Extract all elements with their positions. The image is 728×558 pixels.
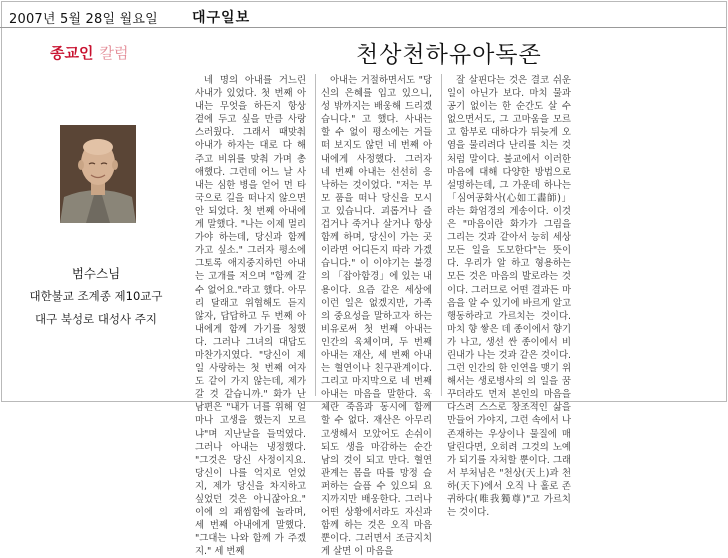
author-temple: 대구 북성로 대성사 주지 (34, 312, 158, 326)
article-column-3 (447, 74, 571, 519)
author-affiliation: 대한불교 조계종 제10교구 (29, 289, 163, 303)
article-column-1 (195, 74, 306, 558)
column-title (50, 42, 128, 63)
author-name: 범수스님 (71, 266, 121, 281)
author-photo (60, 125, 136, 223)
article-text-1: 네 명의 아내를 거느린 사내가 있었다. 첫 번째 아내는 무엇을 하든지 항상 곁에 두고 싶을 만큼 사랑스러웠다. 그래서 때맞춰 아내가 하자는 대로 다 해 주고 비위를 맞춰 가며 총애했다. 그런데 어느 날 사내는 심한 병을 얻어 먼 타국으로 길을 떠나지 않으면 안 되었다. 첫 번째 아내에게 말했다. "나는 이제 멀리 가야 하는데, 당신과 함께 가고 싶소." 그러자 평소에 그토록 애지중지하던 아내는 고개를 저으며 "함께 갈 수 없어요."라고 했다. 아무리 달래고 위협해도 듣지 않자, 답답하고 두 번째 아내에게 함께 가기를 청했다. 그러나 그녀의 대답도 마찬가지였다. "당신이 제일 사랑하는 첫 번째 여자도 같이 가지 않는데, 제가 갈 것 같습니까." 화가 난 남편은 "내가 너를 위해 얼마나 고생을 했는지 모르냐"며 지난날을 들먹였다. 그러나 아내는 냉정했다. "그것은 당신 사정이지요. 당신이 나를 억지로 얻었지, 제가 당신을 차지하고 싶었던 것은 아니잖아요." 이에 의 괘씸함에 놀라며, 세 번째 아내에게 말했다. "그대는 나와 함께 가 주겠지." 세 번째 (195, 75, 306, 558)
publication-date: 2007년 5월 28일 월요일 (9, 12, 158, 27)
header-divider (0, 27, 726, 28)
column-divider (441, 74, 442, 396)
column-title-red: 종교인 (50, 44, 94, 62)
monk-portrait-icon (60, 125, 136, 223)
newspaper-name: 대구일보 (192, 10, 251, 26)
article-headline: 천상천하유아독존 (356, 42, 542, 68)
column-title-pink: 칼럼 (99, 44, 129, 62)
column-divider (315, 74, 316, 396)
article-text-2: 아내는 거절하면서도 "당신의 은혜를 입고 있으니, 성 밖까지는 배웅해 드리겠습니다." 고 했다. 사내는 할 수 없이 평소에는 거들떠 보지도 않던 네 번째 아내에게 사정했다. 그러자 네 번째 아내는 선선히 응낙하는 것이었다. "저는 부모 품을 떠나 당신을 모시고 있습니다. 괴롭거나 즐겁거나 죽거나 살거나 항상 함께 하며, 당신이 가는 곳이라면 어디든지 따라 가겠습니다." 이 이야기는 불경의 「잡아함경」에 있는 내용이다. 요즘 같은 세상에 이런 일은 없겠지만, 가족의 중요성을 말하고자 하는 비유로써 첫 번째 아내는 인간의 육체이며, 두 번째 아내는 재산, 세 번째 아내는 혈연이나 친구관계이다. 그리고 마지막으로 네 번째 아내는 마음을 말한다. 육체란 죽음과 동시에 함께 할 수 없다. 재산은 아무리 고생해서 모았어도 손쉬이 되도 생을 마감하는 순간 남의 것이 되고 만다. 혈연관계는 몸을 따를 망정 슬퍼하는 슬픔 수 있으되 요지까지만 배웅한다. 그러나 어떤 상황에서라도 자신과 함께 하는 것은 오직 마음뿐이다. 그러면서 조금지치게 살면 이 마음을 (321, 75, 432, 558)
article-column-2 (321, 74, 432, 558)
article-text-3: 잘 살핀다는 것은 결코 쉬운 일이 아닌가 보다. 마치 물과 공기 없이는 한 순간도 살 수 없으면서도, 그 고마움을 모르고 함부로 대하다가 뒤늦게 오염을 물리려다 난리를 치는 것처럼 말이다. 불교에서 이러한 마음에 대해 다양한 방법으로 설명하는데, 그 가운데 하나는 「심여공화사(心如工畵師)」라는 화엄경의 게송이다. 이것은 "마음이란 화가가 그림을 그리는 것과 같아서 능히 세상 모든 일을 도모한다"는 뜻이다. 우리가 알 하고 형용하는 모든 것은 마음의 발로라는 것이다. 그러므로 어떤 결과든 마음을 알 수 있기에 바르게 알고 행동하라고 가르치는 것이다. 마치 향 쌓은 데 종이에서 향기가 나고, 생선 싼 종이에서 비린내가 나는 것과 같은 것이다. 그런 인간의 한 인연을 맺기 위해서는 생로병사의 의 일을 꿈꾸더라도 먼저 본인의 마음을 다스려 스스로 창조적인 삶을 만들어 가야지, 그런 속에서 나 존재하는 우상이나 물질에 매달린다면, 오히려 그것의 노예가 되기를 자처할 뿐이다. 그래서 부처님은 "천상(天上)과 천하(天下)에서 오직 나 홀로 존귀하다(唯我獨尊)"고 가르치는 것이다. (447, 75, 571, 519)
